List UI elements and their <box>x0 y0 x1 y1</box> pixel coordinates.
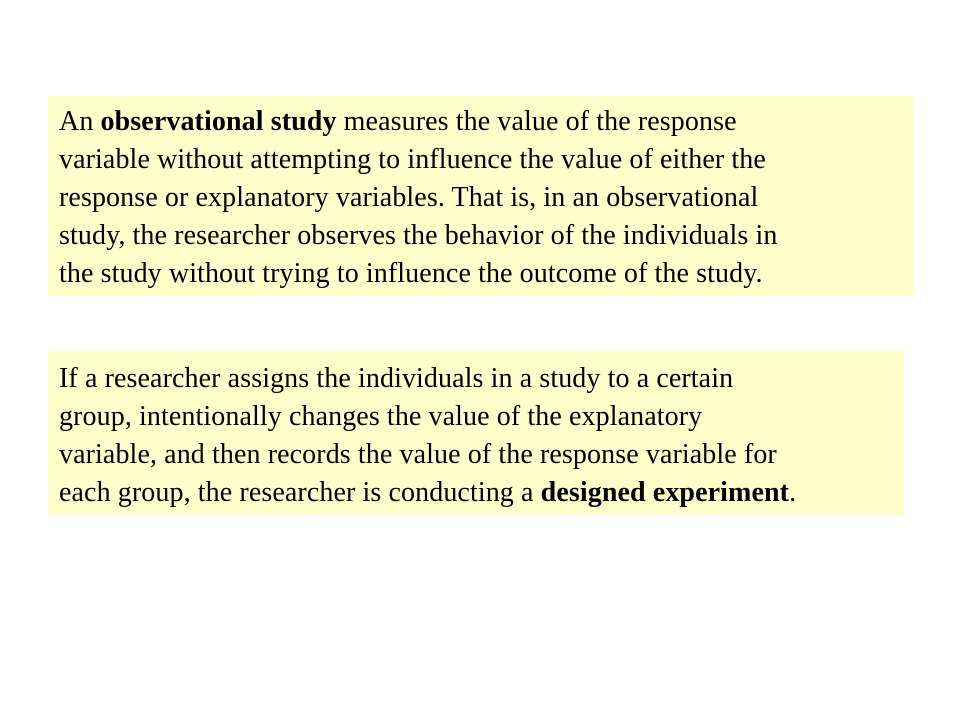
definition-period: . <box>789 477 797 508</box>
designed-experiment-definition-box <box>48 351 904 515</box>
definition-lead-text: An <box>59 106 101 137</box>
designed-experiment-definition-text <box>59 360 904 512</box>
observational-study-definition-text <box>59 103 913 293</box>
observational-study-definition-body: measures the value of the response variable without attempting to influence the value of either the response or explanatory variables. That is, in an observational study, the researcher observes the behavior of the individuals in the study without trying to influence the outcome of the study. <box>59 106 778 289</box>
observational-study-term: observational study <box>100 106 337 137</box>
designed-experiment-definition-body: If a researcher assigns the individuals in a study to a certain group, intentionally changes the value of the explanatory variable, and then records the value of the response variable for each group, the researcher is conducting a <box>59 363 777 508</box>
observational-study-definition-box <box>48 96 913 296</box>
designed-experiment-term: designed experiment <box>540 477 790 508</box>
